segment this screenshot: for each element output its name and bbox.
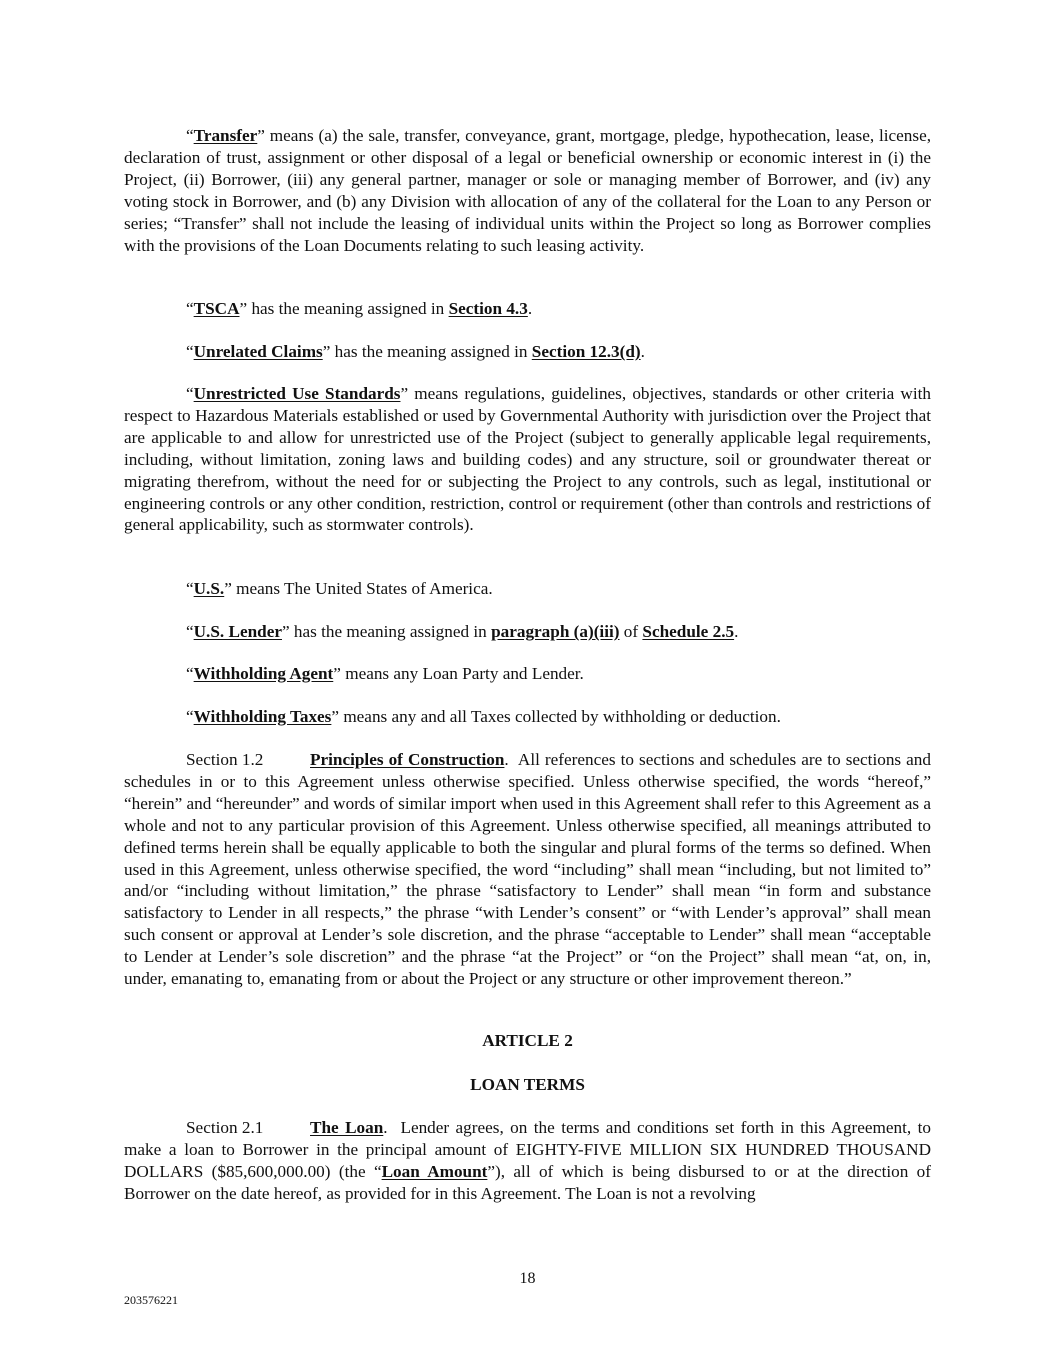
definition-text: means any and all Taxes collected by withholding or deduction.: [343, 707, 781, 726]
cross-reference: Section 4.3: [448, 299, 528, 318]
definition-withholding-taxes: “Withholding Taxes” means any and all Taxes collected by withholding or deduction.: [186, 707, 781, 726]
article-heading: ARTICLE 2: [482, 1031, 573, 1050]
definition-text: means (a) the sale, transfer, conveyance, grant, mortgage, pledge, hypothecation, lease, license, declaration of trust, assignment or other disposal of a legal or beneficial ownership or economic interest in (i) the Project, (ii) Borrower, (iii) any general partner, manager or sole or managing member of Borrower, and (iv) any voting stock in Borrower, and (b) any Division with allocation of any of the collateral for the Loan to any Person or series; “Transfer” shall not include the leasing of individual units within the Project so long as Borrower complies with the provisions of the Loan Documents relating to such leasing activity.: [124, 126, 931, 255]
definition-text: means The United States of America.: [236, 579, 493, 598]
section-title: Principles of Construction: [310, 750, 505, 769]
definition-unrelated-claims: “Unrelated Claims” has the meaning assigned in Section 12.3(d).: [186, 342, 645, 361]
cross-reference: paragraph (a)(iii): [491, 622, 620, 641]
cross-reference: Section 12.3(d): [531, 342, 641, 361]
defined-term: Unrestricted Use Standards: [193, 384, 401, 403]
section-1-2: Section 1.2 Principles of Construction. All references to sections and schedules are to sections and schedules in or to this Agreement unless otherwise specified. Unless otherwise specified, the words “hereof,” “herein” and “hereunder” and words of similar import when used in this Agreement shall refer to this Agreement as a whole and not to any particular provision of this Agreement. Unless otherwise specified, all meanings attributed to defined terms herein shall be equally applicable to both the singular and plural forms of the terms so defined. When used in this Agreement, unless otherwise specified, the word “including” shall mean “including, but not limited to” and/or “including without limitation,” the phrase “satisfactory to Lender” shall mean “in form and substance satisfactory to Lender in all respects,” the phrase “with Lender’s consent” or “with Lender’s approval” shall mean such consent or approval at Lender’s sole discretion, and the phrase “acceptable to Lender” shall mean “acceptable to Lender at Lender’s sole discretion” and the phrase “at the Project” or “on the Project” shall mean “at, on, in, under, emanating to, emanating from or about the Project or any structure or other improvement thereon.”: [124, 750, 931, 989]
cross-reference: Schedule 2.5: [642, 622, 735, 641]
definition-withholding-agent: “Withholding Agent” means any Loan Party and Lender.: [186, 664, 584, 683]
definition-tsca: “TSCA” has the meaning assigned in Section 4.3.: [186, 299, 533, 318]
defined-term: U.S.: [193, 579, 225, 598]
defined-term: U.S. Lender: [193, 622, 282, 641]
defined-term: Loan Amount: [381, 1161, 488, 1181]
definition-text: has the meaning assigned in: [293, 622, 487, 641]
definition-text: has the meaning assigned in: [251, 299, 445, 318]
defined-term: Unrelated Claims: [193, 342, 323, 361]
defined-term: Withholding Agent: [193, 664, 334, 683]
definition-us-lender: “U.S. Lender” has the meaning assigned in paragraph (a)(iii) of Schedule 2.5.: [186, 622, 739, 641]
definition-us: “U.S.” means The United States of America.: [186, 579, 493, 598]
section-text: Lender agrees, on the terms and conditions set forth in this Agreement, to make a loan to Borrower in the principal amount of EIGHTY-FIVE MILLION SIX HUNDRED THOUSAND DOLLARS ($85,600,000.00) (the “: [124, 1118, 931, 1181]
page-number: 18: [519, 1270, 536, 1287]
section-title: The Loan: [310, 1118, 384, 1137]
definition-transfer: “Transfer” means (a) the sale, transfer, conveyance, grant, mortgage, pledge, hypothecation, lease, license, declaration of trust, assignment or other disposal of a legal or beneficial ownership or economic interest in (i) the Project, (ii) Borrower, (iii) any general partner, manager or sole or managing member of Borrower, and (iv) any voting stock in Borrower, and (b) any Division with allocation of any of the collateral for the Loan to any Person or series; “Transfer” shall not include the leasing of individual units within the Project so long as Borrower complies with the provisions of the Loan Documents relating to such leasing activity.: [124, 126, 931, 255]
section-2-1: Section 2.1 The Loan. Lender agrees, on the terms and conditions set forth in this Agreement, to make a loan to Borrower in the principal amount of EIGHTY-FIVE MILLION SIX HUNDRED THOUSAND DOLLARS ($85,600,000.00) (the “Loan Amount”), all of which is being disbursed to or at the direction of Borrower on the date hereof, as provided for in this Agreement. The Loan is not a revolving: [124, 1118, 931, 1203]
document-id: 203576221: [124, 1293, 178, 1307]
definition-text: has the meaning assigned in: [334, 342, 528, 361]
connector-word: of: [623, 622, 639, 641]
defined-term: Withholding Taxes: [193, 707, 332, 726]
definition-text: means regulations, guidelines, objectives, standards or other criteria with respect to Hazardous Materials established or used by Governmental Authority with jurisdiction over the Project that are applicable to and allow for unrestricted use of the Project (subject to generally applicable legal requirements, including, without limitation, zoning laws and building codes) and any structure, soil or groundwater thereat or migrating therefrom, without the need for or subjecting the Project to any controls, such as legal, institutional or engineering controls or any other condition, restriction, control or requirement (other than controls and restrictions of general applicability, such as stormwater controls).: [124, 384, 931, 535]
section-text: ”), all of which is being disbursed to or at the direction of Borrower on the date hereof, as provided for in this Agreement. The Loan is not a revolving: [124, 1161, 931, 1203]
definition-text: means any Loan Party and Lender.: [345, 664, 584, 683]
section-text: All references to sections and schedules are to sections and schedules in or to this Agreement unless otherwise specified. Unless otherwise specified, the words “hereof,” “herein” and “hereunder” and words of similar import when used in this Agreement shall refer to this Agreement as a whole and not to any particular provision of this Agreement. Unless otherwise specified, all meanings attributed to defined terms herein shall be equally applicable to both the singular and plural forms of the terms so defined. When used in this Agreement, unless otherwise specified, the word “including” shall mean “including, but not limited to” and/or “including without limitation,” the phrase “satisfactory to Lender” shall mean “in form and substance satisfactory to Lender in all respects,” the phrase “with Lender’s consent” or “with Lender’s approval” shall mean such consent or approval at Lender’s sole discretion, and the phrase “acceptable to Lender” shall mean “acceptable to Lender at Lender’s sole discretion” and the phrase “at the Project” or “on the Project” shall mean “at, on, in, under, emanating to, emanating from or about the Project or any structure or other improvement thereon.”: [124, 750, 931, 989]
section-label: Section 2.1: [186, 1118, 264, 1137]
section-label: Section 1.2: [186, 750, 264, 769]
defined-term: Transfer: [193, 126, 258, 145]
defined-term: TSCA: [193, 299, 240, 318]
article-title: LOAN TERMS: [470, 1075, 585, 1094]
definition-unrestricted-use-standards: “Unrestricted Use Standards” means regulations, guidelines, objectives, standards or other criteria with respect to Hazardous Materials established or used by Governmental Authority with jurisdiction over the Project that are applicable to and allow for unrestricted use of the Project (subject to generally applicable legal requirements, including, without limitation, zoning laws and building codes) and any structure, soil or groundwater thereat or migrating therefrom, without the need for or subjecting the Project to any controls, such as legal, institutional or engineering controls or any other condition, restriction, control or requirement (other than controls and restrictions of general applicability, such as stormwater controls).: [124, 384, 931, 535]
